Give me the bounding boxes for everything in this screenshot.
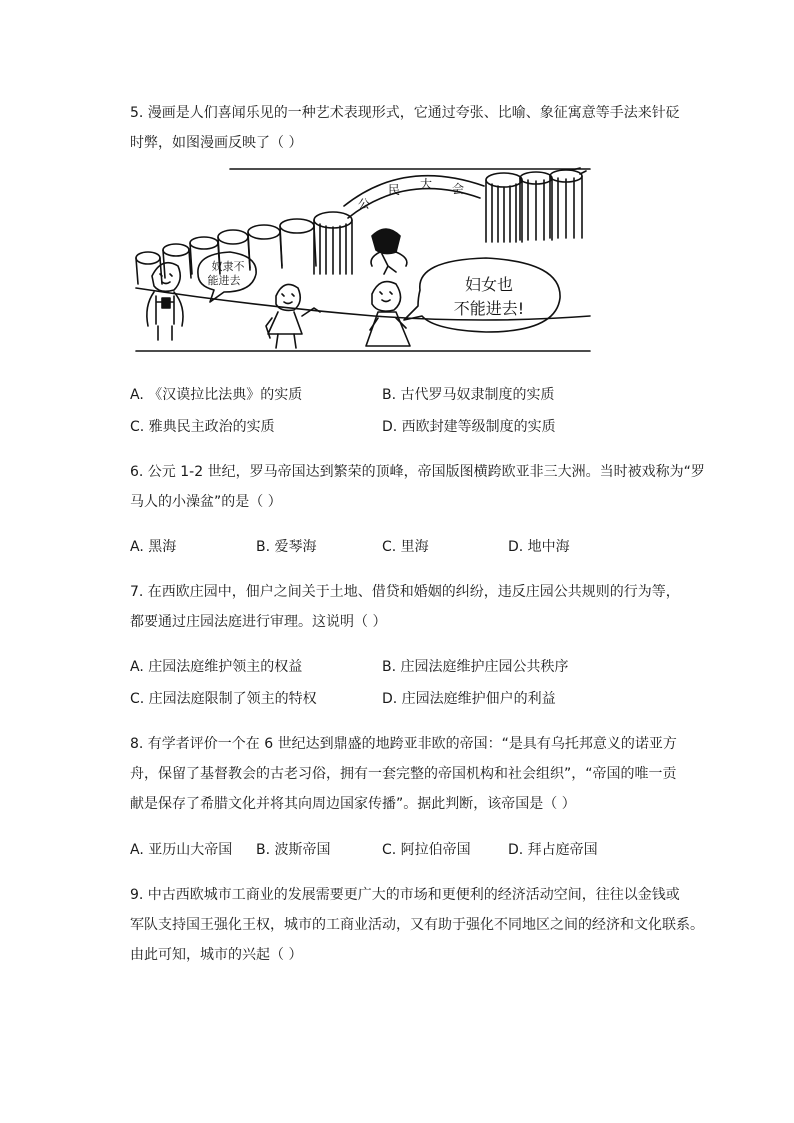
q6-stem-line2: 马人的小澡盆”的是（ ） [130,494,282,510]
q6-stem-line1: 6. 公元 1-2 世纪，罗马帝国达到繁荣的顶峰，帝国版图横跨欧亚非三大洲。当时被戏称为“罗 [130,464,705,480]
speech-bubble-right [404,258,560,332]
q8-stem-line2: 舟，保留了基督教会的古老习俗，拥有一套完整的帝国机构和社会组织”，“帝国的唯一贡 [130,766,677,782]
column-top [218,230,248,244]
q5-option-d[interactable]: D. 西欧封建等级制度的实质 [382,419,556,435]
q6-option-a[interactable]: A. 黑海 [130,539,177,555]
q5-option-a[interactable]: A. 《汉谟拉比法典》的实质 [130,387,303,403]
citizen-head [372,229,400,254]
q5-option-b[interactable]: B. 古代罗马奴隶制度的实质 [382,387,555,403]
cartoon-illustration [134,166,592,356]
q5-option-c[interactable]: C. 雅典民主政治的实质 [130,419,275,435]
q8-stem-line1: 8. 有学者评价一个在 6 世纪达到鼎盛的地跨亚非欧的帝国：“是具有乌托邦意义的诺亚方 [130,736,677,752]
bubble-left-line2: 能进去 [207,274,241,287]
q8-option-c[interactable]: C. 阿拉伯帝国 [382,842,471,858]
q6-option-c[interactable]: C. 里海 [382,539,429,555]
q7-option-d[interactable]: D. 庄园法庭维护佃户的利益 [382,691,556,707]
bubble-left-line1: 奴隶不 [211,260,245,273]
q5-stem-line1: 5. 漫画是人们喜闻乐见的一种艺术表现形式，它通过夸张、比喻、象征寓意等手法来针砭 [130,105,680,121]
q8-option-a[interactable]: A. 亚历山大帝国 [130,842,233,858]
q7-option-c[interactable]: C. 庄园法庭限制了领主的特权 [130,691,317,707]
sign-char-4: 会 [451,182,465,196]
column-top [163,244,189,256]
bubble-right-line1: 妇女也 [464,275,514,294]
q8-stem-line3: 献是保存了希腊文化并将其向周边国家传播”。据此判断，该帝国是（ ） [130,796,576,812]
column-top [136,252,160,264]
q9-stem-line2: 军队支持国王强化王权，城市的工商业活动，又有助于强化不同地区之间的经济和文化联系。 [130,917,704,933]
q9-stem-line3: 由此可知，城市的兴起（ ） [130,947,303,963]
q9-stem-line1: 9. 中古西欧城市工商业的发展需要更广大的市场和更便利的经济活动空间，往往以金钱或 [130,887,680,903]
column-top [280,219,314,233]
sign-char-2: 民 [387,183,401,197]
q6-option-b[interactable]: B. 爱琴海 [256,539,317,555]
sign-char-3: 大 [419,177,433,191]
q8-option-d[interactable]: D. 拜占庭帝国 [508,842,598,858]
sign-char-1: 公 [357,197,371,211]
bubble-right-line2: 不能进去! [453,299,525,318]
q5-cartoon [134,166,592,356]
speaking-figure-head [372,282,401,312]
slave-figure-head [152,263,180,292]
q7-option-b[interactable]: B. 庄园法庭维护庄园公共秩序 [382,659,569,675]
q7-stem-line1: 7. 在西欧庄园中，佃户之间关于土地、借贷和婚姻的纠纷，违反庄园公共规则的行为等， [130,584,680,600]
q6-option-d[interactable]: D. 地中海 [508,539,570,555]
column-top [190,237,218,249]
q7-option-a[interactable]: A. 庄园法庭维护领主的权益 [130,659,303,675]
q5-stem-line2: 时弊，如图漫画反映了（ ） [130,135,303,151]
q8-option-b[interactable]: B. 波斯帝国 [256,842,331,858]
column-top [248,225,280,239]
q7-stem-line2: 都要通过庄园法庭进行审理。这说明（ ） [130,614,387,630]
